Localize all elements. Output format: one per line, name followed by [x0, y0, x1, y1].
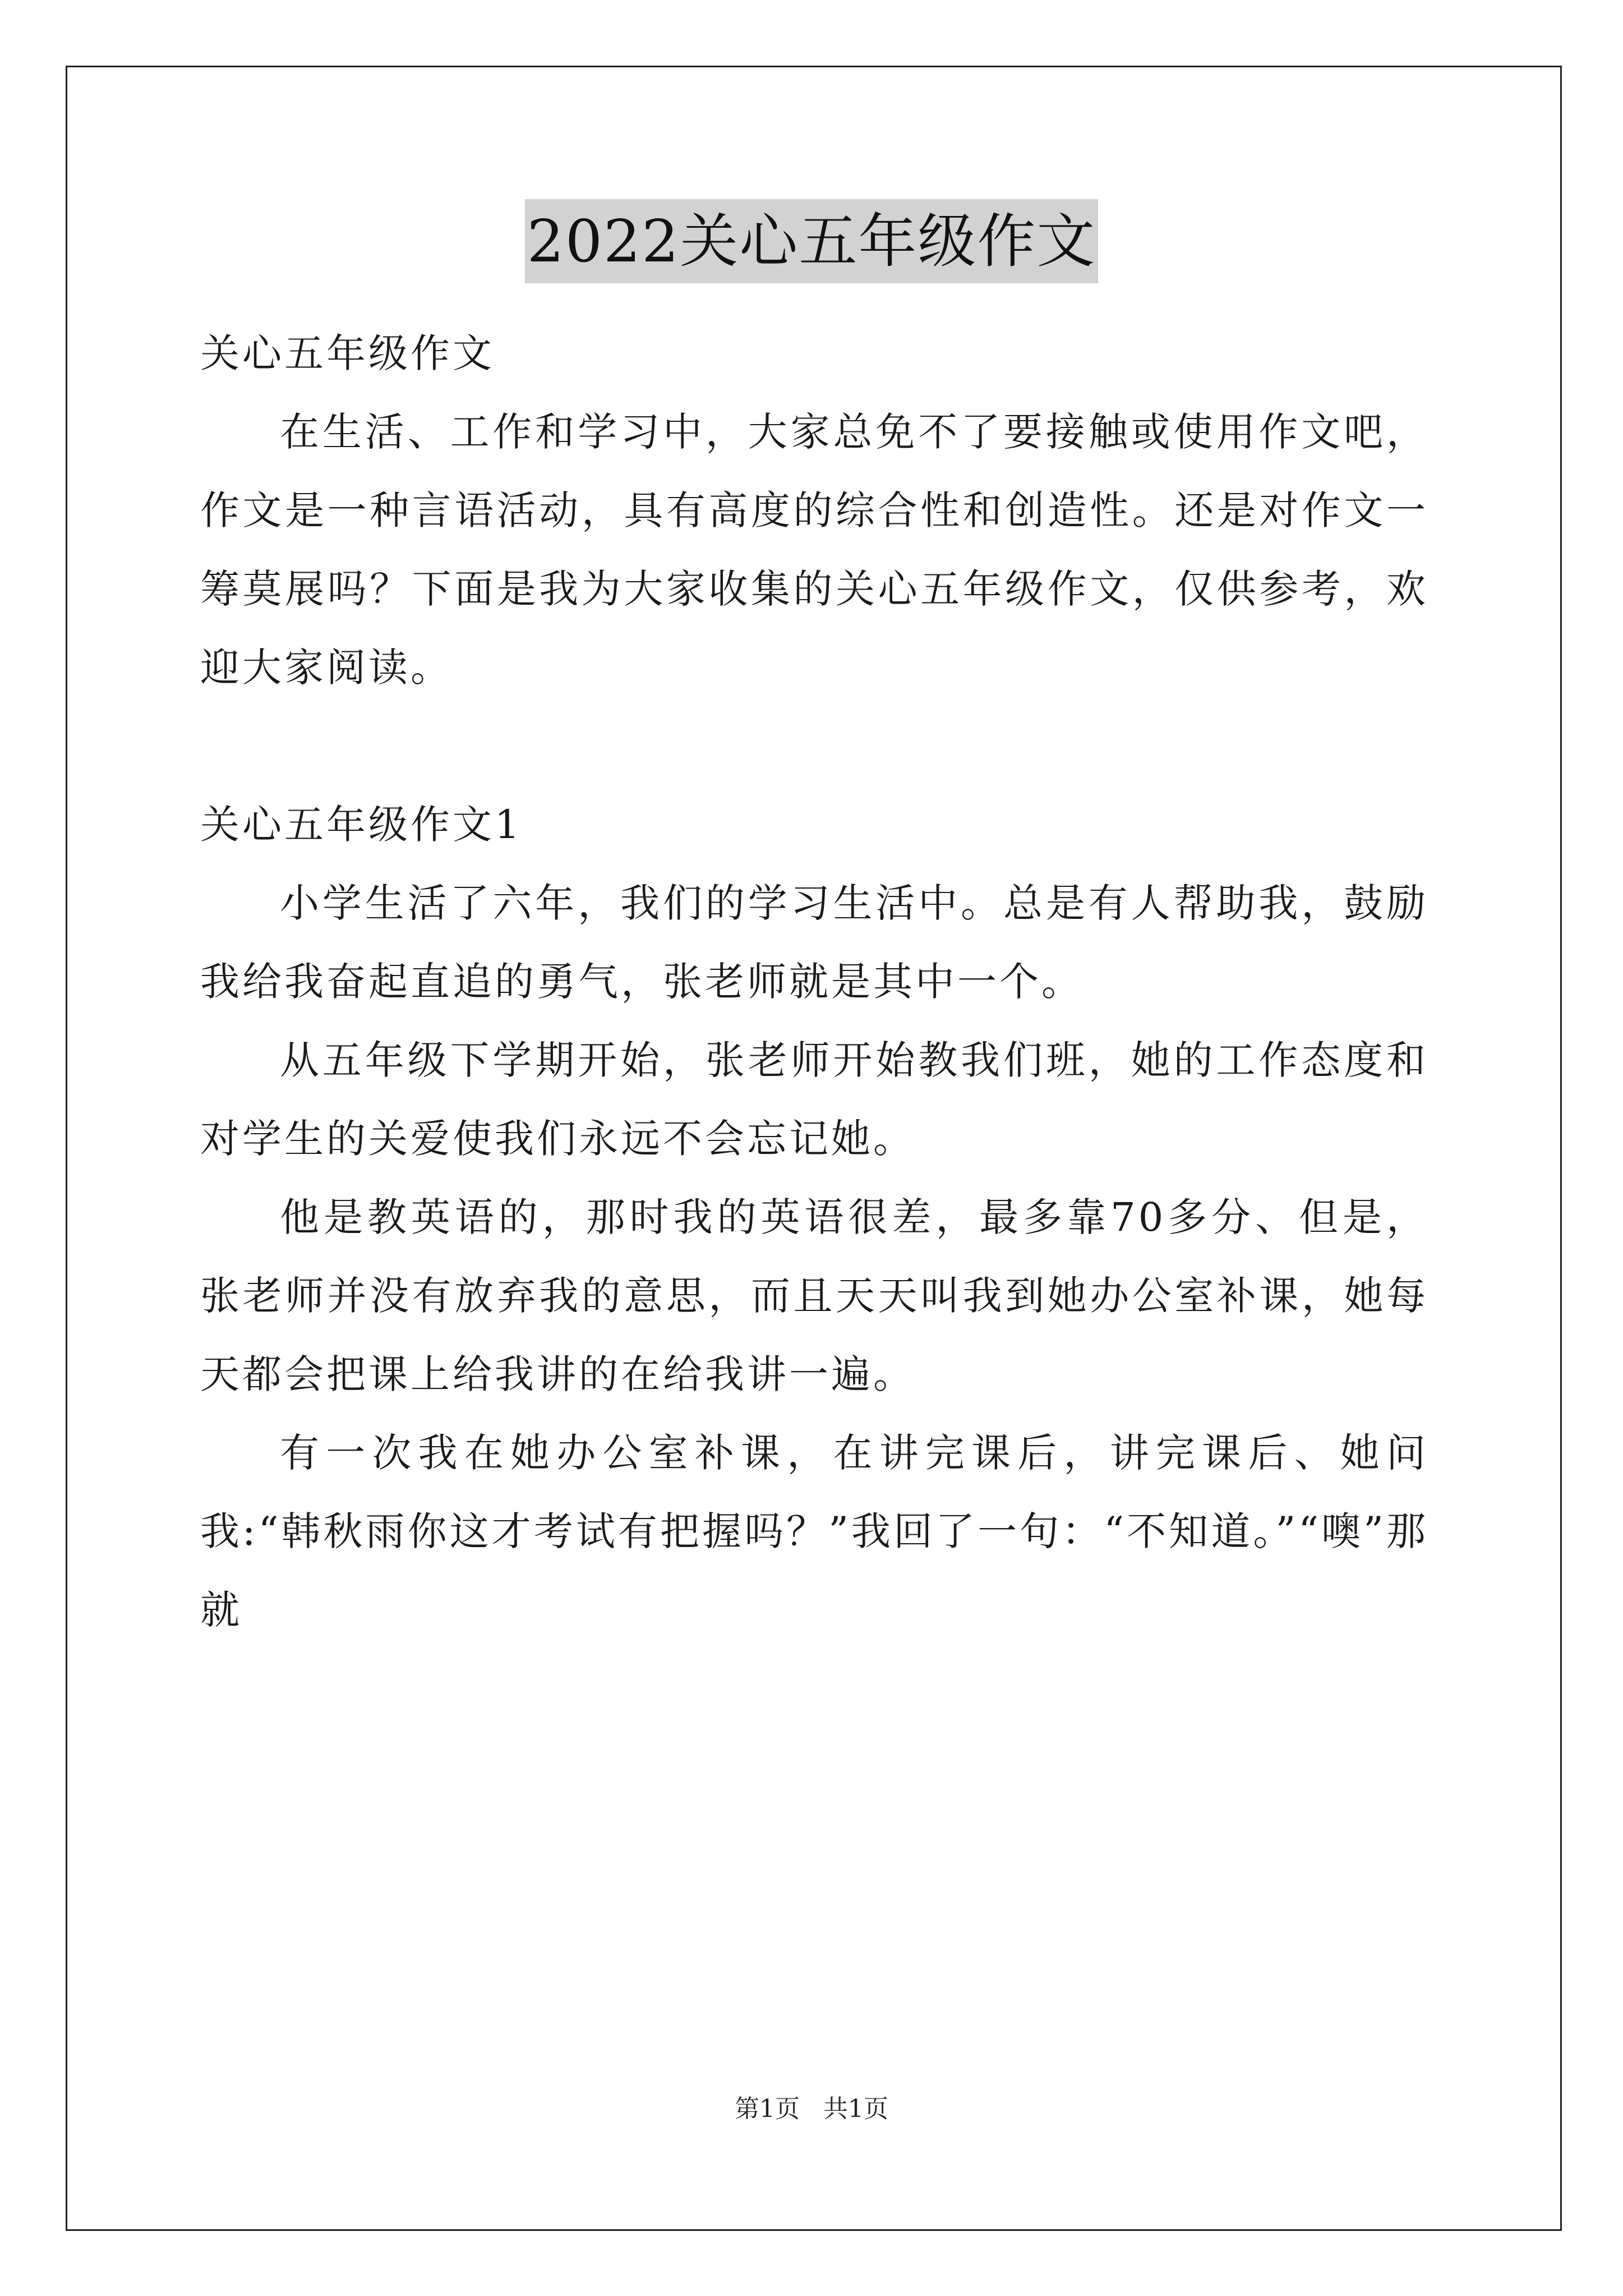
title-container — [0, 199, 1623, 283]
page-footer: 第1页 共1页 — [735, 2095, 888, 2123]
document-title: 2022关心五年级作文 — [525, 199, 1099, 283]
intro-paragraph: 在生活、工作和学习中，大家总免不了要接触或使用作文吧，作文是一种言语活动，具有高度的综合性和创造性。还是对作文一筹莫展吗？下面是我为大家收集的关心五年级作文，仅供参考，欢迎大家阅读。 — [200, 409, 1428, 691]
document-body — [200, 314, 1428, 1649]
body-paragraph: 小学生活了六年，我们的学习生活中。总是有人帮助我，鼓励我给我奋起直追的勇气，张老师就是其中一个。 — [200, 880, 1428, 1005]
body-paragraph: 从五年级下学期开始，张老师开始教我们班，她的工作态度和对学生的关爱使我们永远不会忘记她。 — [200, 1037, 1428, 1162]
body-paragraph: 有一次我在她办公室补课，在讲完课后，讲完课后、她问我:“韩秋雨你这才考试有把握吗？”我回了一句：“不知道。”“噢”那就 — [200, 1430, 1428, 1633]
subtitle: 关心五年级作文 — [200, 330, 495, 376]
section-heading: 关心五年级作文1 — [200, 802, 523, 848]
body-paragraph: 他是教英语的，那时我的英语很差，最多靠70多分、但是，张老师并没有放弃我的意思，而且天天叫我到她办公室补课，她每天都会把课上给我讲的在给我讲一遍。 — [200, 1194, 1428, 1397]
section-spacer — [200, 707, 1428, 785]
